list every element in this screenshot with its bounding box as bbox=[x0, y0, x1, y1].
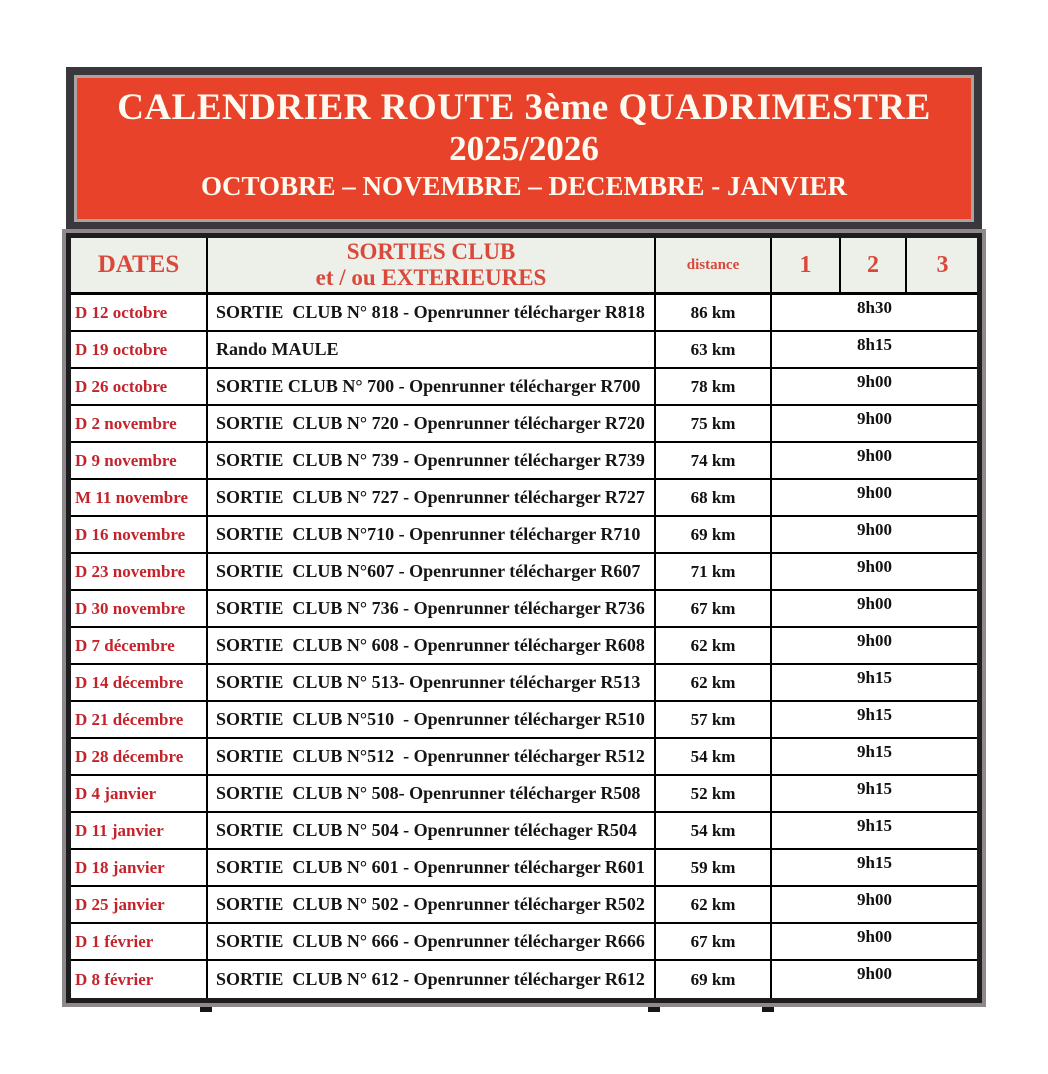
sortie-cell: SORTIE CLUB N° 504 - Openrunner téléchager R504 bbox=[208, 813, 656, 848]
distance-cell: 69 km bbox=[656, 961, 772, 998]
sortie-cell: SORTIE CLUB N°512 - Openrunner télécharger R512 bbox=[208, 739, 656, 774]
header-col-2 bbox=[841, 238, 907, 292]
distance-cell: 59 km bbox=[656, 850, 772, 885]
sortie-cell: SORTIE CLUB N° 720 - Openrunner télécharger R720 bbox=[208, 406, 656, 441]
time-cell: 9h00 bbox=[857, 631, 892, 650]
sortie-cell: SORTIE CLUB N°710 - Openrunner télécharger R710 bbox=[208, 517, 656, 552]
table-row bbox=[71, 924, 977, 961]
time-cell: 9h00 bbox=[857, 964, 892, 983]
time-cell: 9h15 bbox=[857, 742, 892, 761]
date-cell: D 18 janvier bbox=[71, 850, 208, 885]
time-cell: 9h00 bbox=[857, 520, 892, 539]
time-cell: 9h15 bbox=[857, 705, 892, 724]
distance-cell: 57 km bbox=[656, 702, 772, 737]
date-cell: D 23 novembre bbox=[71, 554, 208, 589]
header-dates bbox=[71, 238, 208, 292]
table-row bbox=[71, 887, 977, 924]
distance-cell: 54 km bbox=[656, 813, 772, 848]
time-cell: 9h00 bbox=[857, 594, 892, 613]
table-row bbox=[71, 702, 977, 739]
distance-cell: 62 km bbox=[656, 887, 772, 922]
banner-title: CALENDRIER ROUTE 3ème QUADRIMESTRE bbox=[117, 87, 931, 128]
time-cell: 9h00 bbox=[857, 409, 892, 428]
date-cell: D 7 décembre bbox=[71, 628, 208, 663]
time-cell: 9h00 bbox=[857, 372, 892, 391]
table-row bbox=[71, 813, 977, 850]
date-cell: D 16 novembre bbox=[71, 517, 208, 552]
distance-cell: 67 km bbox=[656, 591, 772, 626]
sortie-cell: SORTIE CLUB N° 666 - Openrunner télécharger R666 bbox=[208, 924, 656, 959]
distance-cell: 75 km bbox=[656, 406, 772, 441]
sortie-cell: SORTIE CLUB N° 513- Openrunner télécharger R513 bbox=[208, 665, 656, 700]
date-cell: D 28 décembre bbox=[71, 739, 208, 774]
time-cell: 9h15 bbox=[857, 816, 892, 835]
header-col-2-label: 2 bbox=[867, 251, 879, 278]
table-row bbox=[71, 480, 977, 517]
cutoff-row-mark bbox=[648, 1007, 660, 1012]
table-row bbox=[71, 739, 977, 776]
time-cell: 9h00 bbox=[857, 483, 892, 502]
table-row bbox=[71, 332, 977, 369]
header-col-1-label: 1 bbox=[799, 251, 812, 278]
header-col-3 bbox=[907, 238, 978, 292]
table-header-row bbox=[71, 238, 977, 295]
distance-cell: 86 km bbox=[656, 295, 772, 330]
distance-cell: 62 km bbox=[656, 628, 772, 663]
time-cell: 9h00 bbox=[857, 927, 892, 946]
banner-season: 2025/2026 bbox=[449, 128, 599, 168]
sortie-cell: SORTIE CLUB N° 612 - Openrunner télécharger R612 bbox=[208, 961, 656, 998]
header-col-1 bbox=[772, 238, 841, 292]
sortie-cell: SORTIE CLUB N° 700 - Openrunner télécharger R700 bbox=[208, 369, 656, 404]
time-cell: 9h00 bbox=[857, 890, 892, 909]
header-distance-label: distance bbox=[686, 256, 740, 273]
date-cell: D 19 octobre bbox=[71, 332, 208, 367]
table-row bbox=[71, 295, 977, 332]
time-cell: 9h15 bbox=[857, 853, 892, 872]
time-cell: 8h15 bbox=[857, 335, 892, 354]
distance-cell: 52 km bbox=[656, 776, 772, 811]
sortie-cell: SORTIE CLUB N° 502 - Openrunner télécharger R502 bbox=[208, 887, 656, 922]
distance-cell: 68 km bbox=[656, 480, 772, 515]
time-cell: 9h15 bbox=[857, 668, 892, 687]
sortie-cell: SORTIE CLUB N° 727 - Openrunner télécharger R727 bbox=[208, 480, 656, 515]
table-row bbox=[71, 665, 977, 702]
cutoff-row-mark bbox=[762, 1007, 774, 1012]
table-row bbox=[71, 443, 977, 480]
sortie-cell: SORTIE CLUB N° 601 - Openrunner télécharger R601 bbox=[208, 850, 656, 885]
date-cell: D 8 février bbox=[71, 961, 208, 998]
time-cell: 9h00 bbox=[857, 557, 892, 576]
table-row bbox=[71, 628, 977, 665]
date-cell: D 9 novembre bbox=[71, 443, 208, 478]
header-sorties-line2: et / ou EXTERIEURES bbox=[315, 265, 547, 290]
calendar-table bbox=[66, 233, 982, 1003]
sortie-cell: SORTIE CLUB N° 818 - Openrunner télécharger R818 bbox=[208, 295, 656, 330]
table-row bbox=[71, 406, 977, 443]
sortie-cell: SORTIE CLUB N° 736 - Openrunner télécharger R736 bbox=[208, 591, 656, 626]
header-sorties-line1: SORTIES CLUB bbox=[346, 239, 516, 265]
table-row bbox=[71, 850, 977, 887]
header-distance bbox=[656, 238, 772, 292]
table-row bbox=[71, 554, 977, 591]
sortie-cell: SORTIE CLUB N°510 - Openrunner télécharger R510 bbox=[208, 702, 656, 737]
date-cell: M 11 novembre bbox=[71, 480, 208, 515]
date-cell: D 4 janvier bbox=[71, 776, 208, 811]
sortie-cell: SORTIE CLUB N°607 - Openrunner télécharger R607 bbox=[208, 554, 656, 589]
date-cell: D 21 décembre bbox=[71, 702, 208, 737]
table-row bbox=[71, 961, 977, 998]
table-row bbox=[71, 591, 977, 628]
sortie-cell: SORTIE CLUB N° 608 - Openrunner télécharger R608 bbox=[208, 628, 656, 663]
date-cell: D 12 octobre bbox=[71, 295, 208, 330]
date-cell: D 1 février bbox=[71, 924, 208, 959]
header-sorties bbox=[208, 238, 656, 292]
table-row bbox=[71, 369, 977, 406]
date-cell: D 14 décembre bbox=[71, 665, 208, 700]
time-cell: 8h30 bbox=[857, 298, 892, 317]
date-cell: D 30 novembre bbox=[71, 591, 208, 626]
distance-cell: 69 km bbox=[656, 517, 772, 552]
distance-cell: 54 km bbox=[656, 739, 772, 774]
time-cell: 9h00 bbox=[857, 446, 892, 465]
table-row bbox=[71, 776, 977, 813]
date-cell: D 26 octobre bbox=[71, 369, 208, 404]
header-dates-label: DATES bbox=[97, 251, 180, 278]
date-cell: D 11 janvier bbox=[71, 813, 208, 848]
distance-cell: 67 km bbox=[656, 924, 772, 959]
cutoff-row-mark bbox=[200, 1007, 212, 1012]
banner-months: OCTOBRE – NOVEMBRE – DECEMBRE - JANVIER bbox=[200, 170, 848, 201]
title-banner bbox=[66, 67, 982, 230]
date-cell: D 2 novembre bbox=[71, 406, 208, 441]
sortie-cell: Rando MAULE bbox=[208, 332, 656, 367]
sortie-cell: SORTIE CLUB N° 508- Openrunner télécharger R508 bbox=[208, 776, 656, 811]
distance-cell: 71 km bbox=[656, 554, 772, 589]
distance-cell: 62 km bbox=[656, 665, 772, 700]
distance-cell: 74 km bbox=[656, 443, 772, 478]
distance-cell: 63 km bbox=[656, 332, 772, 367]
table-body bbox=[71, 295, 977, 998]
sortie-cell: SORTIE CLUB N° 739 - Openrunner télécharger R739 bbox=[208, 443, 656, 478]
table-row bbox=[71, 517, 977, 554]
date-cell: D 25 janvier bbox=[71, 887, 208, 922]
header-col-3-label: 3 bbox=[936, 251, 949, 278]
distance-cell: 78 km bbox=[656, 369, 772, 404]
time-cell: 9h15 bbox=[857, 779, 892, 798]
